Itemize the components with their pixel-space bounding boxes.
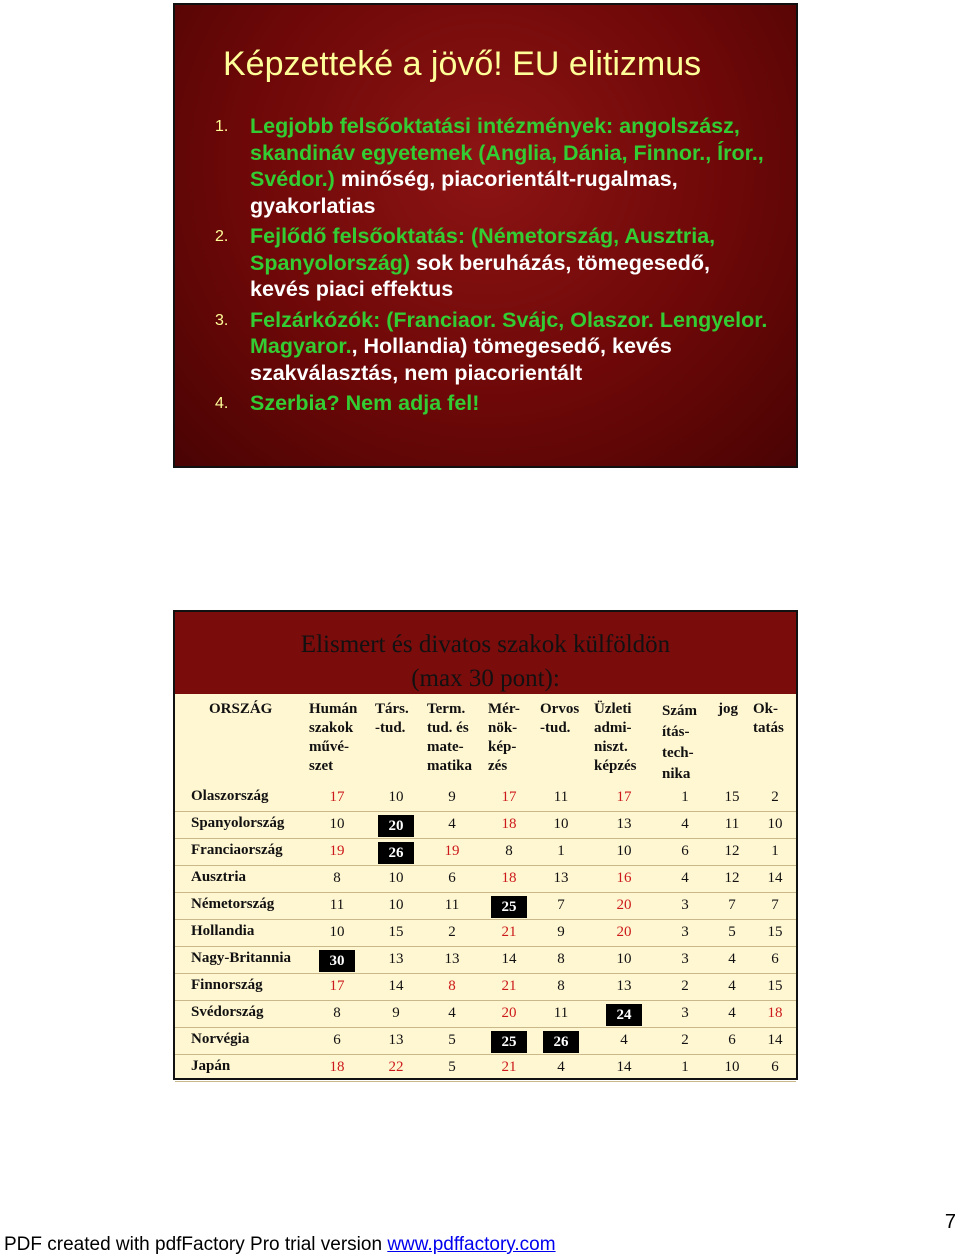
column-header [594, 700, 637, 776]
list-item-text: , Hollandia) tömegesedő, kevés szakválasztás, nem piacorientált [250, 334, 672, 385]
table-cell: 4 [681, 816, 689, 832]
table-cell: 4 [681, 870, 689, 886]
table-cell: 26 [543, 1031, 579, 1053]
table-cell: 12 [724, 843, 740, 859]
table-cell: 1 [681, 789, 689, 805]
table-cell: 21 [501, 1059, 517, 1075]
table-cell: 11 [724, 816, 740, 832]
table-cell: 17 [616, 789, 632, 805]
table-cell: 1 [681, 1059, 689, 1075]
list-number: 1. [215, 118, 229, 135]
table-cell: 10 [616, 843, 632, 859]
table-cell: 5 [728, 924, 736, 940]
list-item-highlight: Felzárkózók: (Franciaor. Svájc, Olaszor. Lengyelor. Magyaror. [250, 307, 768, 358]
row-divider [175, 865, 796, 866]
table-cell: 4 [448, 1005, 456, 1021]
table-cell: 2 [771, 789, 779, 805]
column-header [427, 700, 472, 776]
table-cell: 2 [681, 1032, 689, 1048]
table-cell: 7 [557, 897, 565, 913]
column-header-line: művé- [309, 739, 349, 755]
table-cell: 18 [767, 1005, 783, 1021]
table-cell: 3 [681, 897, 689, 913]
table-cell: 4 [557, 1059, 565, 1075]
table-cell: 3 [681, 1005, 689, 1021]
country-name: Németország [191, 896, 275, 912]
table-cell: 18 [501, 870, 517, 886]
table-cell: 10 [724, 1059, 740, 1075]
table-cell: 10 [388, 897, 404, 913]
table-cell: 9 [392, 1005, 400, 1021]
table-title-line1: Elismert és divatos szakok külföldön [300, 631, 671, 658]
table-cell: 13 [444, 951, 460, 967]
table-cell: 24 [606, 1004, 642, 1026]
table-cell: 20 [501, 1005, 517, 1021]
table-cell: 3 [681, 924, 689, 940]
table-cell: 6 [771, 951, 779, 967]
table-cell: 6 [448, 870, 456, 886]
table-cell: 26 [378, 842, 414, 864]
table-cell: 9 [557, 924, 565, 940]
table-cell: 8 [333, 1005, 341, 1021]
column-header-line: szet [309, 758, 334, 774]
list-item-highlight: Fejlődő felsőoktatás: (Németország, Ausztria, Spanyolország) [250, 224, 716, 275]
slide-elitism [173, 3, 798, 468]
table-cell: 14 [616, 1059, 632, 1075]
table-cell: 10 [329, 816, 345, 832]
column-header [753, 700, 784, 738]
table-cell: 18 [329, 1059, 345, 1075]
column-header [662, 701, 697, 785]
column-header [375, 700, 409, 738]
table-cell: 8 [505, 843, 513, 859]
table-cell: 5 [448, 1059, 456, 1075]
table-cell: 11 [329, 897, 345, 913]
table-cell: 14 [767, 870, 783, 886]
table-cell: 8 [557, 978, 565, 994]
table-cell: 11 [553, 789, 569, 805]
page-number: 7 [944, 1211, 956, 1233]
table-cell: 20 [378, 815, 414, 837]
table-cell: 14 [388, 978, 404, 994]
table-cell: 19 [444, 843, 460, 859]
country-name: Franciaország [191, 842, 283, 858]
table-cell: 8 [557, 951, 565, 967]
column-header-line: tud. és [427, 720, 469, 736]
table-cell: 20 [616, 897, 632, 913]
table-cell: 14 [767, 1032, 783, 1048]
column-header-line: Ok- [753, 701, 779, 717]
list-number: 3. [215, 311, 229, 329]
ranked-list [215, 113, 775, 421]
column-header-line: Orvos [540, 701, 580, 717]
table-cell: 22 [388, 1059, 404, 1075]
slide-popular-majors [173, 610, 798, 1080]
table-cell: 4 [728, 951, 736, 967]
column-header-line: mate- [427, 739, 464, 755]
table-cell: 11 [553, 1005, 569, 1021]
column-header [309, 700, 357, 776]
list-item-text: sok beruházás, tömegesedő, kevés piaci effektus [250, 250, 710, 301]
country-name: Norvégia [191, 1031, 250, 1047]
column-header-line: Mér- [488, 701, 520, 717]
table-cell: 10 [553, 816, 569, 832]
table-cell: 17 [329, 978, 345, 994]
column-header-line: Humán [309, 701, 358, 717]
column-header [718, 700, 738, 719]
list-item-text: minőség, piacorientált-rugalmas, gyakorlatias [250, 167, 678, 218]
table-cell: 2 [681, 978, 689, 994]
table-cell: 1 [557, 843, 565, 859]
table-cell: 14 [501, 951, 517, 967]
country-name: Japán [191, 1058, 231, 1074]
table-cell: 13 [616, 816, 632, 832]
table-cell: 8 [333, 870, 341, 886]
row-divider [175, 1000, 796, 1001]
list-item-highlight: Legjobb felsőoktatási intézmények: angolszász, skandináv egyetemek (Anglia, Dánia, Finnor., Íror., Svédor.) [250, 114, 764, 191]
column-header-line: kép- [488, 739, 517, 755]
table-cell: 10 [329, 924, 345, 940]
row-divider [175, 892, 796, 893]
table-title-line2: (max 30 pont): [411, 665, 560, 692]
slide-title: Képzetteké a jövő! EU elitizmus [223, 45, 702, 83]
column-header-line: matika [427, 758, 472, 774]
list-number: 4. [215, 395, 229, 412]
pdf-footer [4, 1234, 556, 1256]
table-cell: 25 [491, 1031, 527, 1053]
row-divider [175, 1027, 796, 1028]
table-cell: 12 [724, 870, 740, 886]
country-name: Olaszország [191, 788, 269, 804]
table-cell: 13 [616, 978, 632, 994]
row-divider [175, 973, 796, 974]
row-divider [175, 838, 796, 839]
table-cell: 10 [767, 816, 783, 832]
table-cell: 6 [771, 1059, 779, 1075]
column-header-line: zés [488, 758, 508, 774]
row-divider [175, 946, 796, 947]
table-cell: 15 [767, 978, 783, 994]
row-divider [175, 1081, 796, 1082]
table-cell: 21 [501, 978, 517, 994]
table-cell: 16 [616, 870, 632, 886]
column-header-line: niszt. [594, 739, 628, 755]
row-divider [175, 811, 796, 812]
footer-link[interactable]: www.pdffactory.com [387, 1234, 556, 1255]
table-cell: 8 [448, 978, 456, 994]
table-cell: 6 [681, 843, 689, 859]
country-name: Finnország [191, 977, 263, 993]
table-cell: 21 [501, 924, 517, 940]
column-header-line: -tud. [540, 720, 571, 736]
column-header-line: ORSZÁG [209, 701, 273, 717]
list-item [215, 307, 775, 387]
list-item [215, 113, 775, 219]
column-header-line: szakok [309, 720, 354, 736]
country-name: Nagy-Britannia [191, 950, 292, 966]
table-cell: 30 [319, 950, 355, 972]
table-cell: 7 [771, 897, 779, 913]
table-cell: 4 [448, 816, 456, 832]
column-header-line: tatás [753, 720, 784, 736]
table-cell: 6 [333, 1032, 341, 1048]
column-header-line: képzés [594, 758, 637, 774]
table-cell: 15 [724, 789, 740, 805]
table-cell: 19 [329, 843, 345, 859]
table-cell: 13 [388, 951, 404, 967]
table-cell: 3 [681, 951, 689, 967]
column-header [488, 700, 520, 776]
column-header-line: -tud. [375, 720, 406, 736]
column-header-line: ítás- [662, 724, 690, 740]
table-cell: 18 [501, 816, 517, 832]
table-title [175, 628, 796, 696]
column-header-line: nika [662, 766, 691, 782]
column-header-line: jog [718, 701, 738, 717]
table-cell: 10 [388, 789, 404, 805]
table-cell: 7 [728, 897, 736, 913]
table-cell: 4 [728, 1005, 736, 1021]
table-cell: 13 [553, 870, 569, 886]
table-cell: 4 [620, 1032, 628, 1048]
column-header-line: Szám [662, 703, 697, 719]
row-divider [175, 919, 796, 920]
row-divider [175, 1054, 796, 1055]
table-cell: 10 [388, 870, 404, 886]
column-header-line: tech- [662, 745, 694, 761]
column-header [540, 700, 579, 738]
country-name: Svédország [191, 1004, 264, 1020]
column-header-line: Üzleti [594, 701, 632, 717]
column-header-line: nök- [488, 720, 518, 736]
table-cell: 9 [448, 789, 456, 805]
table-cell: 4 [728, 978, 736, 994]
column-header-line: Társ. [375, 701, 409, 717]
table-cell: 15 [388, 924, 404, 940]
column-header [209, 700, 272, 719]
table-cell: 13 [388, 1032, 404, 1048]
list-item [215, 223, 775, 303]
list-item-highlight: Szerbia? Nem adja fel! [250, 391, 480, 415]
country-name: Hollandia [191, 923, 255, 939]
country-name: Spanyolország [191, 815, 285, 831]
column-header-line: admi- [594, 720, 632, 736]
list-number: 2. [215, 228, 229, 245]
table-cell: 1 [771, 843, 779, 859]
table-cell: 17 [501, 789, 517, 805]
table-cell: 6 [728, 1032, 736, 1048]
table-cell: 5 [448, 1032, 456, 1048]
list-item [215, 390, 775, 417]
column-header-line: Term. [427, 701, 466, 717]
table-cell: 17 [329, 789, 345, 805]
country-name: Ausztria [191, 869, 246, 885]
table-cell: 2 [448, 924, 456, 940]
footer-text: PDF created with pdfFactory Pro trial version [4, 1234, 388, 1255]
table-cell: 15 [767, 924, 783, 940]
table-cell: 10 [616, 951, 632, 967]
table-cell: 25 [491, 896, 527, 918]
table-cell: 11 [444, 897, 460, 913]
table-cell: 20 [616, 924, 632, 940]
